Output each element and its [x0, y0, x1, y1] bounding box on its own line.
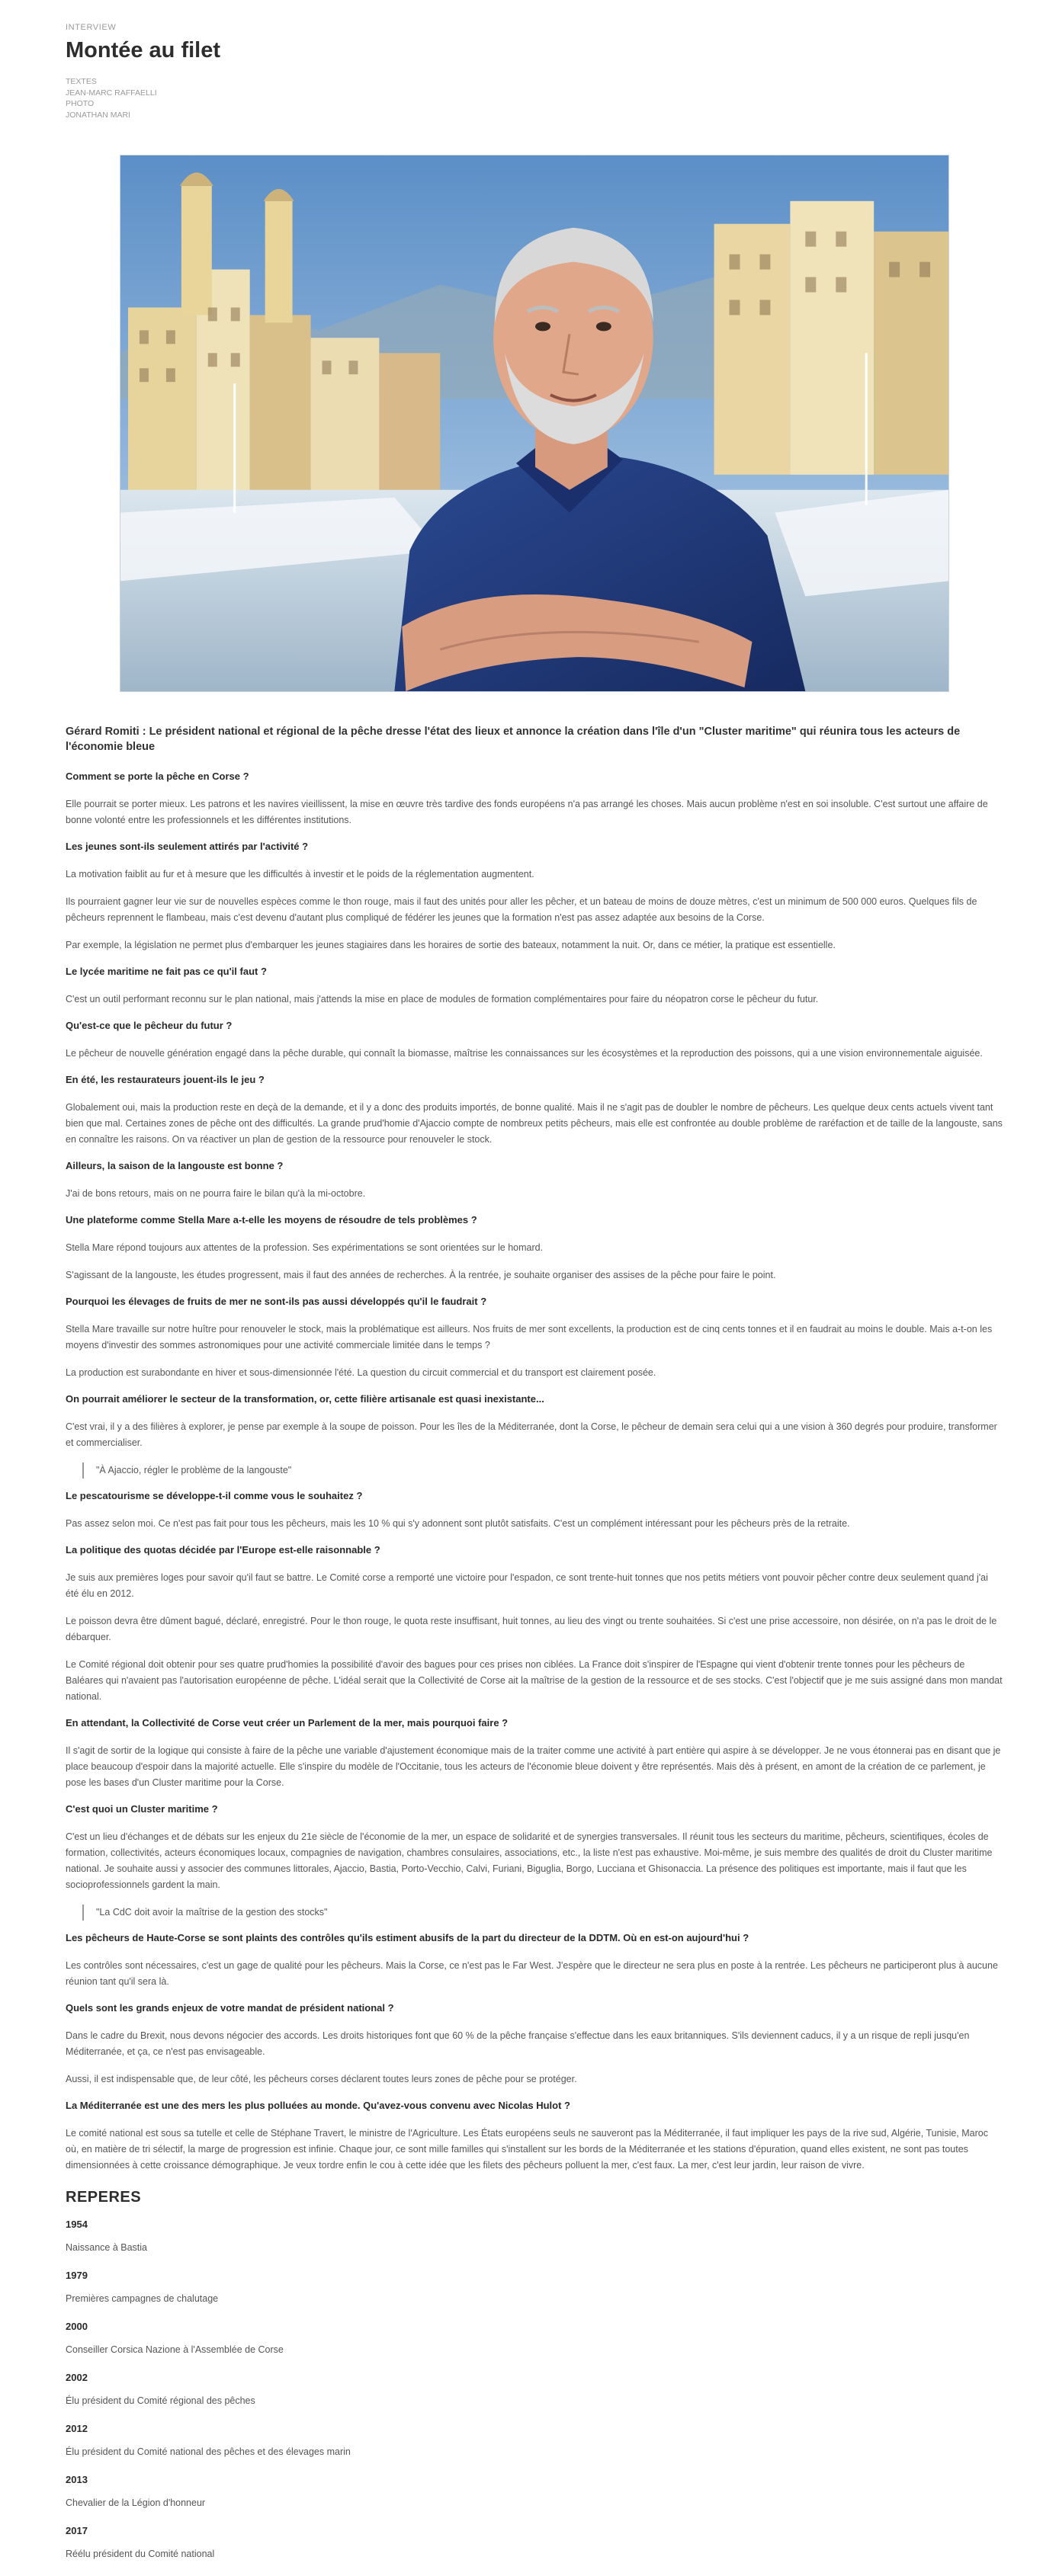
answer-paragraph: Globalement oui, mais la production reste en deçà de la demande, et il y a donc des produits importés, de bonne qualité. Mais il ne s'agit pas de doubler le nombre de pêcheurs. Les quelque deux cents actuels vivent tant bien que mal. Certaines zones de pêche ont des difficultés. La grande prud'homie d'Ajaccio compte de nombreux petits pêcheurs, mais elle est confrontée au double problème de raréfaction et de taille de la langouste, sans en connaître les raisons. On va réactiver un plan de gestion de la ressource pour renouveler le stock. — [66, 1102, 1003, 1145]
question: Les pêcheurs de Haute-Corse se sont plaints des contrôles qu'ils estiment abusifs de la part du directeur de la DDTM. Où en est-on aujourd'hui ? — [66, 1932, 749, 1943]
question: En attendant, la Collectivité de Corse veut créer un Parlement de la mer, mais pourquoi faire ? — [66, 1717, 509, 1729]
reperes-year: 2000 — [66, 2321, 88, 2332]
page-title: Montée au filet — [66, 38, 221, 62]
answer-paragraph: Le Comité régional doit obtenir pour ses quatre prud'homies la possibilité d'avoir des bagues pour ces prises non ciblées. La France doit s'inspirer de l'Espagne qui vient d'obtenir trente tonnes pour les pêcheurs de Baléares qui n'avaient pas l'autorisation européenne de pêche. L'idéal serait que la Collectivité de Corse ait la maîtrise de la gestion de la ressource et de ses stocks. C'est l'objectif que je me suis assigné dans mon mandat national. — [66, 1659, 1003, 1702]
answer-paragraph: C'est un outil performant reconnu sur le plan national, mais j'attends la mise en place de modules de formation complémentaires pour faire du néopatron corse le pêcheur du futur. — [66, 994, 819, 1004]
category-kicker: INTERVIEW — [66, 23, 117, 32]
answer-paragraph: Pas assez selon moi. Ce n'est pas fait pour tous les pêcheurs, mais les 10 % qui s'y adonnent sont plutôt satisfaits. C'est un complément intéressant pour les pêcheurs près de la retraite. — [66, 1518, 850, 1529]
answer-paragraph: Dans le cadre du Brexit, nous devons négocier des accords. Les droits historiques font que 60 % de la pêche française s'effectue dans les eaux britanniques. S'ils deviennent caducs, il y a un risque de repli jusqu'en Méditerranée, et ça, ce n'est pas envisageable. — [66, 2030, 970, 2057]
answer-paragraph: C'est un lieu d'échanges et de débats sur les enjeux du 21e siècle de l'économie de la mer, un espace de solidarité et de synergies transversales. Il réunit tous les secteurs du maritime, pêcheurs, scientifiques, écoles de formation, collectivités, acteurs économiques locaux, compagnies de navigation, chambres consulaires, associations, etc., la liste n'est pas exhaustive. Moi-même, je suis membre des qualités de droit du Cluster maritime national. Je souhaite aussi y associer des communes littorales, Ajaccio, Bastia, Porto-Vecchio, Calvi, Furiani, Biguglia, Borgo, Lucciana et Ghisonaccia. La présence des politiques est importante, mais il faut que les socioprofessionnels gardent la main. — [66, 1831, 993, 1890]
credit-photo-name: JONATHAN MARI — [66, 110, 130, 120]
answer-paragraph: Il s'agit de sortir de la logique qui consiste à faire de la pêche une variable d'ajustement économique mais de la traiter comme une activité à part entière qui aspire à se développer. Je ne vous étonnerai pas en disant que je place beaucoup d'espoir dans la majorité actuelle. Elle s'inspire du modèle de l'Occitanie, tous les acteurs de l'économie bleue doivent y être représentés. Mais dès à présent, en amont de la création de ce parlement, je pose les bases d'un Cluster maritime pour la Corse. — [66, 1745, 1001, 1788]
answer-paragraph: Stella Mare répond toujours aux attentes de la profession. Ses expérimentations se sont orientées sur le homard. — [66, 1242, 544, 1253]
question: Quels sont les grands enjeux de votre mandat de président national ? — [66, 2002, 394, 2014]
question: Une plateforme comme Stella Mare a-t-elle les moyens de résoudre de tels problèmes ? — [66, 1214, 477, 1226]
answer-paragraph: Par exemple, la législation ne permet plus d'embarquer les jeunes stagiaires dans les horaires de sortie des bateaux, notamment la nuit. Or, dans ce métier, la pratique est essentielle. — [66, 940, 836, 950]
answer-paragraph: J'ai de bons retours, mais on ne pourra faire le bilan qu'à la mi-octobre. — [66, 1188, 366, 1199]
reperes-year: 1979 — [66, 2270, 88, 2281]
reperes-event: Naissance à Bastia — [66, 2242, 148, 2253]
hero-photo — [120, 155, 949, 692]
question: Le lycée maritime ne fait pas ce qu'il faut ? — [66, 966, 267, 977]
reperes-list — [66, 2219, 1003, 2559]
question: La politique des quotas décidée par l'Europe est-elle raisonnable ? — [66, 1544, 380, 1556]
question: Le pescatourisme se développe-t-il comme vous le souhaitez ? — [66, 1490, 363, 1501]
answer-paragraph: C'est vrai, il y a des filières à explorer, je pense par exemple à la soupe de poisson. Pour les îles de la Méditerranée, dont la Corse, le pêcheur de demain sera celui qui a une vision à 360 degrés pour produire, transformer et commercialiser. — [66, 1421, 997, 1448]
pull-quote: "À Ajaccio, régler le problème de la langouste" — [82, 1463, 1003, 1479]
pull-quote: "La CdC doit avoir la maîtrise de la gestion des stocks" — [82, 1905, 1003, 1921]
portrait-illustration — [120, 155, 948, 691]
question: On pourrait améliorer le secteur de la transformation, or, cette filière artisanale est quasi inexistante... — [66, 1393, 544, 1405]
reperes-event: Élu président du Comité national des pêches et des élevages marin — [66, 2446, 351, 2457]
answer-paragraph: Le comité national est sous sa tutelle et celle de Stéphane Travert, le ministre de l'Agriculture. Les États européens seuls ne sauveront pas la Méditerranée, il faut impliquer les pays de la rive sud, Algérie, Tunisie, Maroc où, en matière de tri sélectif, la marge de progression est infinie. Chaque jour, ce sont mille familles qui s'installent sur les bords de la Méditerranée et les stations d'épuration, quand elles existent, ne sont pas toutes dimensionnées à cette croissance démographique. Je veux tordre enfin le cou à cette idée que les filets des pêcheurs polluent la mer, c'est faux. La mer, c'est leur jardin, leur raison de vivre. — [66, 2128, 988, 2171]
article-body — [66, 724, 1003, 2576]
answer-paragraph: Le poisson devra être dûment bagué, déclaré, enregistré. Pour le thon rouge, le quota reste insuffisant, huit tonnes, au lieu des vingt ou trente souhaitées. Si c'est une prise accessoire, non désirée, on n'a pas le droit de le débarquer. — [66, 1616, 997, 1642]
question: En été, les restaurateurs jouent-ils le jeu ? — [66, 1074, 265, 1085]
credit-photo-label: PHOTO — [66, 99, 95, 108]
credit-text-label: TEXTES — [66, 77, 97, 86]
reperes-event: Conseiller Corsica Nazione à l'Assemblée de Corse — [66, 2344, 284, 2355]
reperes-year: 2002 — [66, 2372, 88, 2383]
reperes-year: 2017 — [66, 2525, 88, 2536]
credit-text-name: JEAN-MARC RAFFAELLI — [66, 88, 157, 98]
answer-paragraph: La production est surabondante en hiver et sous-dimensionnée l'été. La question du circuit commercial et du transport est clairement posée. — [66, 1367, 656, 1378]
lede: Gérard Romiti : Le président national et régional de la pêche dresse l'état des lieux et annonce la création dans l'île d'un "Cluster maritime" qui réunira tous les acteurs de l'économie bleue — [66, 726, 961, 753]
question: Qu'est-ce que le pêcheur du futur ? — [66, 1020, 233, 1031]
answer-paragraph: Stella Mare travaille sur notre huître pour renouveler le stock, mais la problématique est ailleurs. Nos fruits de mer sont excellents, la production est de cinq cents tonnes et il en faudrait au moins le double. Mais a-t-on les moyens d'investir des sommes astronomiques pour une activité commerciale limitée dans le temps ? — [66, 1324, 993, 1350]
reperes-event: Réélu président du Comité national — [66, 2549, 215, 2559]
question: Comment se porte la pêche en Corse ? — [66, 771, 249, 782]
question: C'est quoi un Cluster maritime ? — [66, 1803, 218, 1815]
answer-paragraph: La motivation faiblit au fur et à mesure que les difficultés à investir et le poids de la réglementation augmentent. — [66, 869, 534, 879]
question: Ailleurs, la saison de la langouste est bonne ? — [66, 1160, 284, 1171]
answer-paragraph: S'agissant de la langouste, les études progressent, mais il faut des années de recherches. À la rentrée, je souhaite organiser des assises de la pêche pour faire le point. — [66, 1270, 776, 1280]
question: La Méditerranée est une des mers les plus polluées au monde. Qu'avez-vous convenu avec Nicolas Hulot ? — [66, 2100, 570, 2111]
answer-paragraph: Je suis aux premières loges pour savoir qu'il faut se battre. Le Comité corse a remporté une victoire pour l'espadon, ce sont trente-huit tonnes que nos petits métiers vont pouvoir pêcher contre deux seulement quand j'ai été élu en 2012. — [66, 1572, 988, 1599]
answer-paragraph: Elle pourrait se porter mieux. Les patrons et les navires vieillissent, la mise en œuvre très tardive des fonds européens n'a pas arrangé les choses. Mais aucun problème n'est en soi insoluble. C'est surtout une affaire de bonne volonté entre les professionnels et les différentes institutions. — [66, 799, 988, 825]
answer-paragraph: Les contrôles sont nécessaires, c'est un gage de qualité pour les pêcheurs. Mais la Corse, ce n'est pas le Far West. J'espère que le directeur ne sera plus en poste à la rentrée. Les pêcheurs ne participeront plus à aucune réunion tant qu'il sera là. — [66, 1960, 998, 1987]
reperes-year: 2013 — [66, 2474, 88, 2485]
reperes-title: REPERES — [66, 2189, 142, 2206]
question: Pourquoi les élevages de fruits de mer ne sont-ils pas aussi développés qu'il le faudrait ? — [66, 1296, 487, 1307]
reperes-event: Premières campagnes de chalutage — [66, 2293, 219, 2304]
reperes-year: 2012 — [66, 2423, 88, 2434]
credits — [66, 76, 157, 120]
reperes-event: Élu président du Comité régional des pêches — [66, 2395, 255, 2406]
answer-paragraph: Aussi, il est indispensable que, de leur côté, les pêcheurs corses déclarent toutes leurs zones de pêche pour se protéger. — [66, 2074, 577, 2084]
reperes-year: 1954 — [66, 2219, 88, 2230]
question: Les jeunes sont-ils seulement attirés par l'activité ? — [66, 841, 309, 852]
answer-paragraph: Ils pourraient gagner leur vie sur de nouvelles espèces comme le thon rouge, mais il faut des unités pour aller les pêcher, et un bateau de moins de douze mètres, c'est un minimum de 500 000 euros. Quelques fils de pêcheurs reprennent le flambeau, mais c'est devenu d'autant plus compliqué de fédérer les jeunes que la formation n'est pas assez adaptée aux besoins de la Corse. — [66, 896, 977, 923]
reperes-event: Chevalier de la Légion d'honneur — [66, 2498, 206, 2508]
answer-paragraph: Le pêcheur de nouvelle génération engagé dans la pêche durable, qui connaît la biomasse, maîtrise les connaissances sur les écosystèmes et la reproduction des poissons, qui a une vision environnementale aiguisée. — [66, 1048, 983, 1059]
interview-content — [66, 770, 1003, 2174]
